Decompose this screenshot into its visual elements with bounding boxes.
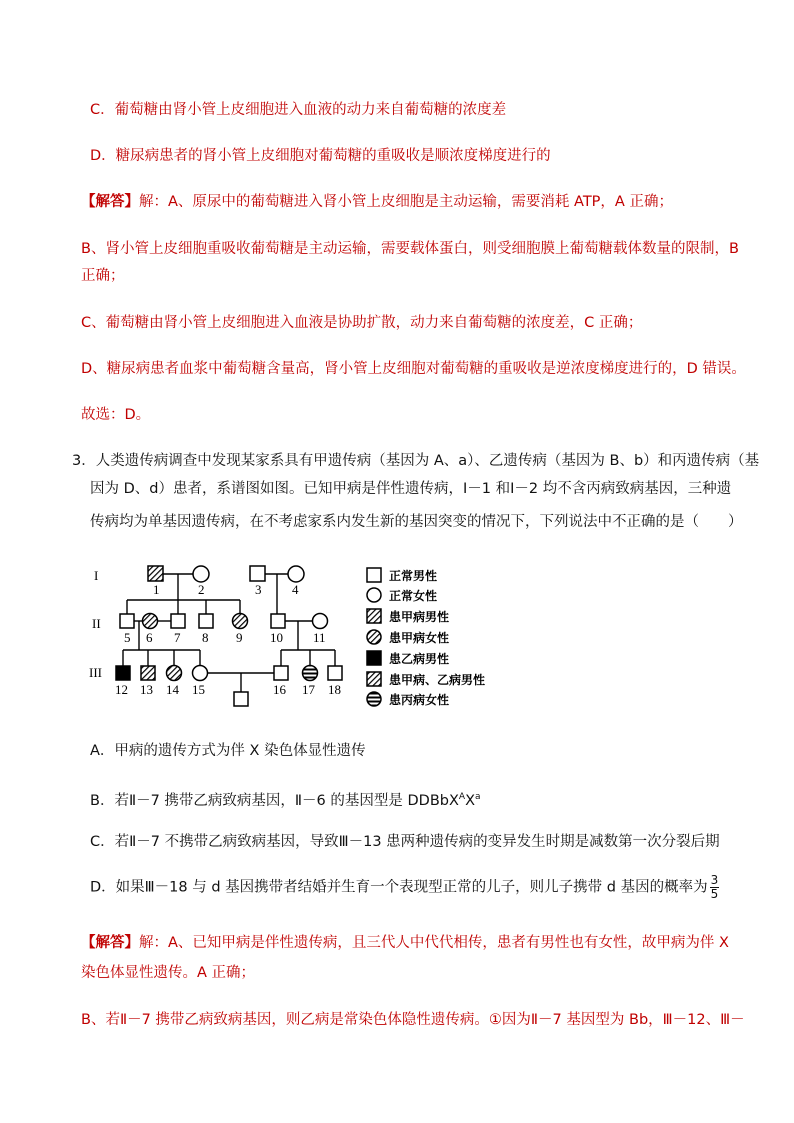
option-d-text: D．如果Ⅲ－18 与 d 基因携带者结婚并生育一个表现型正常的儿子，则儿子携带 d 基因的概率为 bbox=[90, 879, 708, 896]
num-15: 15 bbox=[192, 682, 205, 697]
legend-b-male-symbol bbox=[367, 651, 381, 665]
num-3: 3 bbox=[255, 582, 262, 597]
option-b-mid: X bbox=[465, 792, 476, 809]
fraction-denominator: 5 bbox=[710, 887, 719, 901]
prev-answer-d: D、糖尿病患者血浆中葡萄糖含量高，肾小管上皮细胞对葡萄糖的重吸收是逆浓度梯度进行的，D 错误。 bbox=[81, 361, 746, 377]
individual-III-18 bbox=[328, 666, 342, 680]
legend-a-male: 患甲病男性 bbox=[389, 610, 450, 624]
prev-answer-b-line1: B、肾小管上皮细胞重吸收葡萄糖是主动运输，需要载体蛋白，则受细胞膜上葡萄糖载体数量的限制，B bbox=[81, 241, 739, 257]
pedigree-legend bbox=[367, 568, 485, 707]
num-13: 13 bbox=[140, 682, 153, 697]
individual-II-5 bbox=[120, 614, 134, 628]
legend-ab-male: 患甲病、乙病男性 bbox=[389, 673, 486, 687]
option-c: C．若Ⅱ－7 不携带乙病致病基因，导致Ⅲ－13 患两种遗传病的变异发生时期是减数第一次分裂后期 bbox=[90, 834, 720, 850]
prev-answer-a bbox=[81, 192, 673, 212]
num-8: 8 bbox=[202, 630, 209, 645]
legend-normal-male-symbol bbox=[367, 568, 381, 582]
individual-I-2 bbox=[193, 566, 209, 582]
individual-I-3 bbox=[250, 566, 265, 581]
legend-b-male: 患乙病男性 bbox=[389, 652, 450, 666]
fraction-numerator: 3 bbox=[710, 873, 719, 887]
num-9: 9 bbox=[236, 630, 243, 645]
question3-line3: 传病均为单基因遗传病，在不考虑家系内发生新的基因突变的情况下，下列说法中不正确的是（ ） bbox=[90, 514, 743, 530]
legend-c-female: 患丙病女性 bbox=[389, 693, 450, 707]
num-11: 11 bbox=[313, 630, 326, 645]
legend-normal-female-symbol bbox=[367, 588, 381, 602]
num-1: 1 bbox=[153, 582, 160, 597]
individual-II-11 bbox=[313, 614, 328, 629]
legend-normal-female: 正常女性 bbox=[389, 589, 438, 603]
individual-I-1 bbox=[148, 566, 163, 581]
option-a: A．甲病的遗传方式为伴 X 染色体显性遗传 bbox=[90, 743, 366, 759]
prev-option-d: D．糖尿病患者的肾小管上皮细胞对葡萄糖的重吸收是顺浓度梯度进行的 bbox=[90, 148, 551, 164]
answer-tag-2: 【解答】 bbox=[81, 935, 139, 951]
num-10: 10 bbox=[270, 630, 283, 645]
num-6: 6 bbox=[146, 630, 153, 645]
individual-II-10 bbox=[271, 614, 285, 628]
question3-line2: 因为 D、d）患者，系谱图如图。已知甲病是伴性遗传病，Ⅰ－1 和Ⅰ－2 均不含丙病致病基因，三种遗 bbox=[90, 481, 732, 497]
gen-label-2: II bbox=[92, 616, 101, 631]
answer-a-text: 解：A、已知甲病是伴性遗传病，且三代人中代代相传，患者有男性也有女性，故甲病为伴 X bbox=[139, 935, 729, 951]
num-18: 18 bbox=[328, 682, 341, 697]
num-16: 16 bbox=[273, 682, 286, 697]
generation-labels bbox=[89, 568, 102, 680]
prev-answer-b-line2: 正确； bbox=[81, 268, 125, 284]
num-4: 4 bbox=[292, 582, 299, 597]
individual-III-13 bbox=[141, 666, 155, 680]
num-5: 5 bbox=[124, 630, 131, 645]
answer-b: B、若Ⅱ－7 携带乙病致病基因，则乙病是常染色体隐性遗传病。①因为Ⅱ－7 基因型为 Bb，Ⅲ－12、Ⅲ－ bbox=[81, 1012, 745, 1028]
option-b-text: B．若Ⅱ－7 携带乙病致病基因，Ⅱ－6 的基因型是 DDBbX bbox=[90, 792, 459, 809]
gen-label-1: I bbox=[94, 568, 99, 583]
option-d-fraction bbox=[710, 874, 720, 901]
legend-a-male-symbol bbox=[367, 609, 381, 623]
individual-III-16 bbox=[274, 666, 288, 680]
individual-III-12 bbox=[116, 666, 130, 680]
individual-III-17 bbox=[303, 666, 318, 681]
legend-a-female-symbol bbox=[367, 630, 381, 644]
gen-label-3: III bbox=[89, 665, 102, 680]
num-2: 2 bbox=[198, 582, 205, 597]
num-14: 14 bbox=[166, 682, 179, 697]
individual-III-15 bbox=[193, 666, 208, 681]
option-d bbox=[90, 874, 719, 901]
legend-a-female: 患甲病女性 bbox=[389, 631, 450, 645]
num-17: 17 bbox=[302, 682, 315, 697]
prev-answer-a-text: 解：A、原尿中的葡萄糖进入肾小管上皮细胞是主动运输，需要消耗 ATP，A 正确； bbox=[139, 194, 673, 210]
individual-II-6 bbox=[143, 614, 158, 629]
option-b bbox=[90, 787, 481, 811]
legend-normal-male: 正常男性 bbox=[389, 569, 438, 583]
answer-tag: 【解答】 bbox=[81, 194, 139, 210]
prev-answer-choice: 故选：D。 bbox=[81, 407, 151, 423]
prev-option-c: C．葡萄糖由肾小管上皮细胞进入血液的动力来自葡萄糖的浓度差 bbox=[90, 102, 507, 118]
pedigree-chart bbox=[80, 555, 510, 715]
legend-ab-male-symbol bbox=[367, 672, 381, 686]
individual-IV-child bbox=[234, 692, 248, 706]
num-12: 12 bbox=[115, 682, 128, 697]
legend-c-female-symbol bbox=[367, 692, 381, 706]
prev-answer-c: C、葡萄糖由肾小管上皮细胞进入血液是协助扩散，动力来自葡萄糖的浓度差，C 正确； bbox=[81, 315, 643, 331]
answer-a-line1 bbox=[81, 933, 729, 953]
individual-I-4 bbox=[288, 566, 304, 582]
option-b-sup2: a bbox=[475, 792, 481, 802]
individual-II-8 bbox=[199, 614, 213, 628]
individual-II-9 bbox=[233, 614, 248, 629]
individual-II-7 bbox=[171, 614, 185, 628]
question3-line1: 3．人类遗传病调查中发现某家系具有甲遗传病（基因为 A、a）、乙遗传病（基因为 B、b）和丙遗传病（基 bbox=[72, 453, 760, 469]
answer-a-line2: 染色体显性遗传。A 正确； bbox=[81, 965, 256, 981]
individual-III-14 bbox=[167, 666, 182, 681]
option-b-sup1: A bbox=[458, 792, 466, 802]
num-7: 7 bbox=[174, 630, 181, 645]
